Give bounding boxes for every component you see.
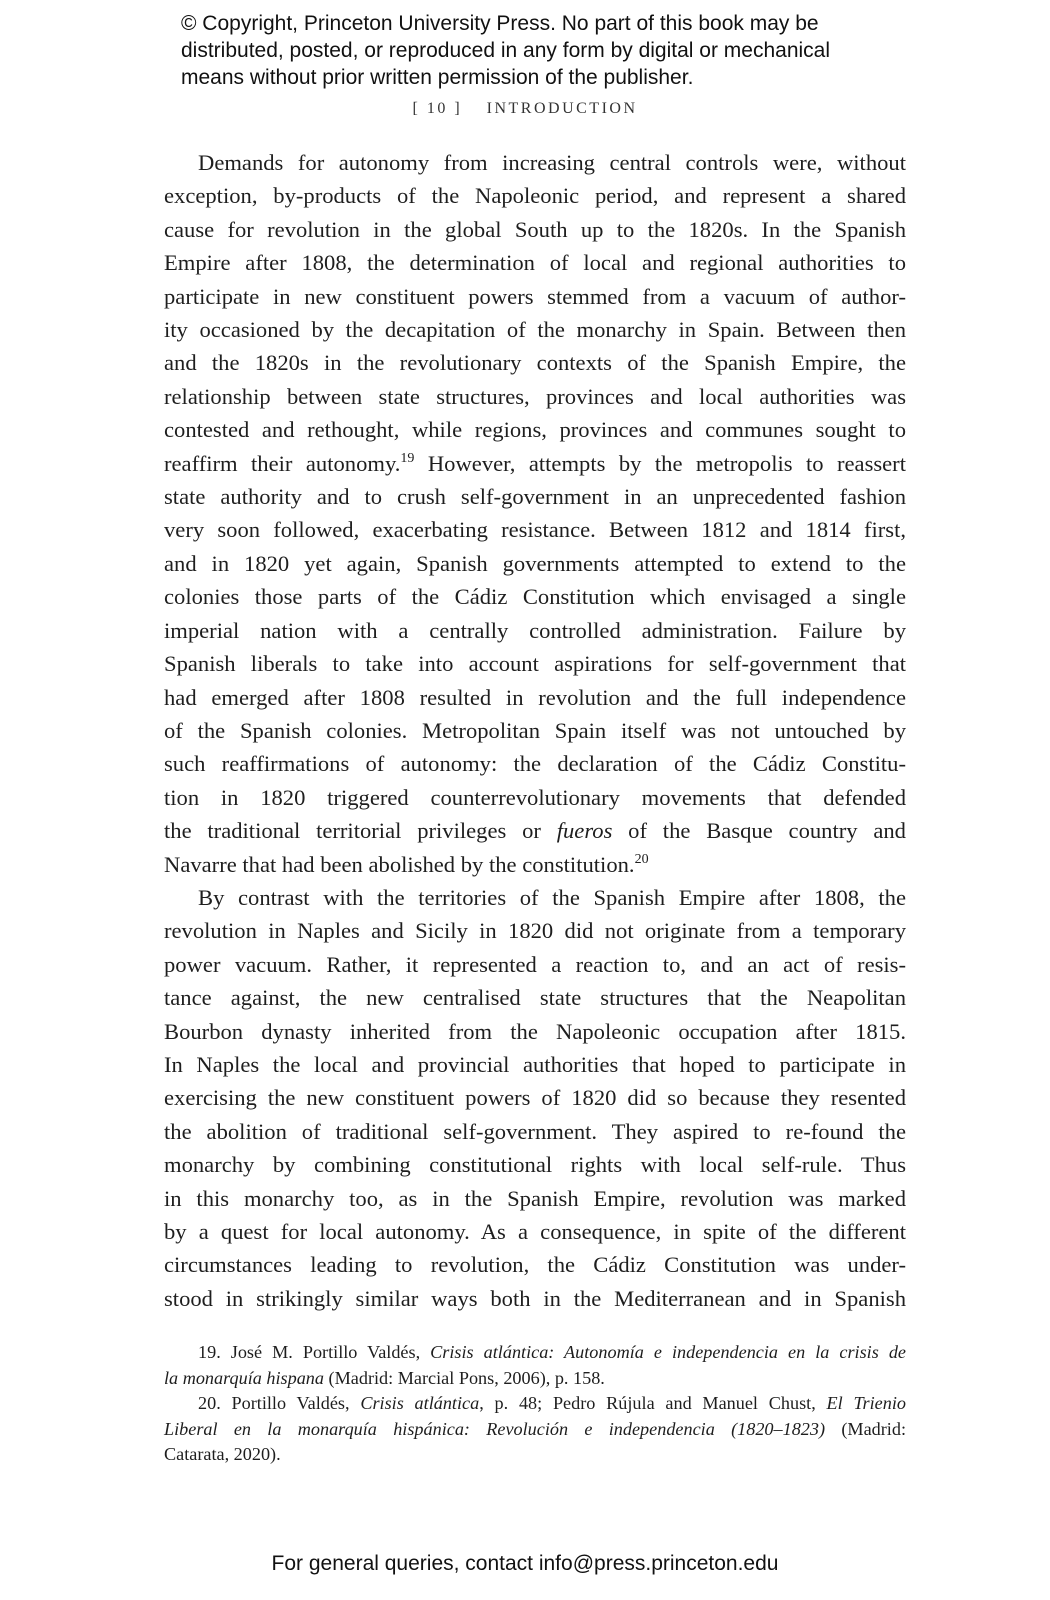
footnote-text: 19. José M. Portillo Valdés, — [198, 1342, 431, 1362]
footnote-19 — [164, 1340, 906, 1391]
footnote-line — [164, 1391, 906, 1417]
text-line: In Naples the local and provincial authorities that hoped to participate in — [164, 1051, 906, 1077]
page-number: [ 10 ] — [412, 100, 463, 117]
text-line: such reaffirmations of autonomy: the declaration of the Cádiz Constitu- — [164, 751, 906, 777]
footnote-ref-20[interactable]: 20 — [634, 851, 649, 867]
text-line: tance against, the new centralised state structures that the Neapolitan — [164, 985, 906, 1011]
footnote-text: (Madrid: — [825, 1418, 906, 1439]
footnote-ref-19[interactable]: 19 — [400, 450, 415, 466]
text-line: the abolition of traditional self-government. They aspired to re-found the — [164, 1118, 906, 1144]
text-line: revolution in Naples and Sicily in 1820 did not originate from a temporary — [164, 918, 906, 944]
footer-contact: For general queries, contact info@press.princeton.edu — [271, 1552, 779, 1575]
copyright-notice — [181, 10, 941, 91]
text-segment: of the Basque country and — [612, 818, 906, 844]
text-line — [164, 848, 906, 881]
text-segment: Navarre that had been abolished by the constitution. — [164, 851, 635, 877]
footnote-title: la monarquía hispana — [164, 1367, 324, 1388]
text-line: circumstances leading to revolution, the Cádiz Constitution was under- — [164, 1252, 906, 1278]
text-line: very soon followed, exacerbating resistance. Between 1812 and 1814 first, — [164, 517, 906, 543]
text-line: ity occasioned by the decapitation of the monarchy in Spain. Between then — [164, 317, 906, 343]
text-line: had emerged after 1808 resulted in revolution and the full independence — [164, 684, 906, 710]
text-line: imperial nation with a centrally controlled administration. Failure by — [164, 617, 906, 643]
footnote-line — [164, 1417, 906, 1443]
text-line: monarchy by combining constitutional rights with local self-rule. Thus — [164, 1152, 906, 1178]
text-segment: the traditional territorial privileges or — [164, 818, 557, 844]
footnote-line — [164, 1366, 906, 1392]
paragraph-2 — [164, 881, 906, 1315]
text-line: Spanish liberals to take into account aspirations for self-government that — [164, 651, 906, 677]
italic-term: fueros — [556, 818, 613, 844]
footnote-title: Crisis atlántica — [360, 1393, 480, 1413]
footnote-20 — [164, 1391, 906, 1468]
section-title: INTRODUCTION — [486, 100, 638, 117]
main-text — [164, 146, 906, 1315]
text-line: Bourbon dynasty inherited from the Napoleonic occupation after 1815. — [164, 1018, 906, 1044]
text-line: By contrast with the territories of the Spanish Empire after 1808, the — [198, 884, 906, 910]
running-head — [0, 100, 1050, 118]
text-line: state authority and to crush self-government in an unprecedented fashion — [164, 484, 906, 510]
text-line: and in 1820 yet again, Spanish governments attempted to extend to the — [164, 550, 906, 576]
footnote-text: , p. 48; Pedro Rújula and Manuel Chust, — [479, 1393, 827, 1413]
text-line: participate in new constituent powers stemmed from a vacuum of author- — [164, 283, 906, 309]
copyright-line: means without prior written permission of the publisher. — [181, 66, 694, 89]
paragraph-1 — [164, 146, 906, 881]
text-line — [164, 814, 906, 847]
text-line — [164, 447, 906, 480]
copyright-line: © Copyright, Princeton University Press. No part of this book may be — [181, 12, 819, 35]
copyright-line: distributed, posted, or reproduced in any form by digital or mechanical — [181, 39, 831, 62]
text-line: colonies those parts of the Cádiz Constitution which envisaged a single — [164, 584, 906, 610]
text-line: cause for revolution in the global South up to the 1820s. In the Spanish — [164, 216, 906, 242]
text-line: power vacuum. Rather, it represented a reaction to, and an act of resis- — [164, 951, 906, 977]
text-line: exercising the new constituent powers of 1820 did so because they resented — [164, 1085, 906, 1111]
footnote-line: Catarata, 2020). — [164, 1444, 281, 1464]
footnotes — [164, 1340, 906, 1468]
text-line: relationship between state structures, provinces and local authorities was — [164, 383, 906, 409]
text-segment: reaffirm their autonomy. — [164, 450, 401, 476]
text-line: of the Spanish colonies. Metropolitan Spain itself was not untouched by — [164, 717, 906, 743]
text-line: tion in 1820 triggered counterrevolutionary movements that defended — [164, 784, 906, 810]
text-segment: However, attempts by the metropolis to reassert — [414, 450, 906, 476]
footnote-title: Liberal en la monarquía hispánica: Revolución e independencia (1820–1823) — [164, 1418, 826, 1439]
footnote-title: El Trienio — [826, 1393, 906, 1413]
footnote-line — [164, 1340, 906, 1366]
text-line: and the 1820s in the revolutionary contexts of the Spanish Empire, the — [164, 350, 906, 376]
text-line: Empire after 1808, the determination of local and regional authorities to — [164, 250, 906, 276]
footnote-title: Crisis atlántica: Autonomía e independencia en la crisis de — [430, 1342, 906, 1362]
footnote-text: 20. Portillo Valdés, — [198, 1393, 361, 1413]
text-line: Demands for autonomy from increasing central controls were, without — [198, 150, 906, 175]
text-line: stood in strikingly similar ways both in the Mediterranean and in Spanish — [164, 1285, 906, 1311]
text-line: exception, by-products of the Napoleonic period, and represent a shared — [164, 183, 906, 209]
text-line: in this monarchy too, as in the Spanish Empire, revolution was marked — [164, 1185, 906, 1211]
text-line: by a quest for local autonomy. As a consequence, in spite of the different — [164, 1219, 906, 1244]
text-line: contested and rethought, while regions, provinces and communes sought to — [164, 417, 906, 443]
footnote-text: (Madrid: Marcial Pons, 2006), p. 158. — [324, 1367, 605, 1388]
